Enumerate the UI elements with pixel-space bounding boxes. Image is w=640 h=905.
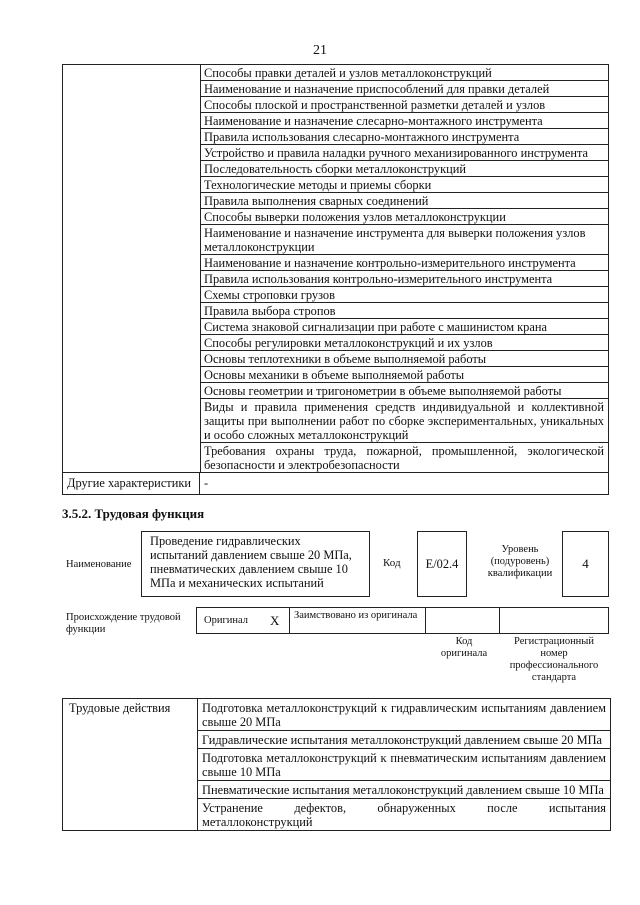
- knowledge-item: Правила использования контрольно-измерительного инструмента: [201, 271, 608, 287]
- knowledge-item: Способы выверки положения узлов металлоконструкции: [201, 209, 608, 225]
- labor-actions-table: [62, 698, 611, 831]
- knowledge-item: Технологические методы и приемы сборки: [201, 177, 608, 193]
- knowledge-item: Система знаковой сигнализации при работе с машинистом крана: [201, 319, 608, 335]
- origin-table: [196, 607, 609, 634]
- knowledge-label-cell: [63, 65, 201, 472]
- knowledge-item: Виды и правила применения средств индивидуальной и коллективной защиты при выполнении работ по сборке экспериментальных, уникальных и особо сложных металлоконструкций: [201, 399, 608, 443]
- knowledge-table-body: [62, 65, 609, 473]
- other-characteristics-label: Другие характеристики: [63, 473, 200, 494]
- knowledge-item: Основы механики в объеме выполняемой работы: [201, 367, 608, 383]
- function-name-box: Проведение гидравлических испытаний давлением свыше 20 МПа, пневматических давлением свыше 10 МПа и механических испытаний: [141, 531, 370, 597]
- function-code-box: E/02.4: [417, 531, 467, 597]
- knowledge-item: Устройство и правила наладки ручного механизированного инструмента: [201, 145, 608, 161]
- knowledge-item: Способы правки деталей и узлов металлоконструкций: [201, 65, 608, 81]
- registration-number-cell: [500, 608, 608, 633]
- knowledge-item: Требования охраны труда, пожарной, промышленной, экологической безопасности и электробезопасности: [204, 444, 604, 472]
- knowledge-item: Правила выбора стропов: [201, 303, 608, 319]
- knowledge-item: Основы теплотехники в объеме выполняемой работы: [201, 351, 608, 367]
- labor-actions-label: Трудовые действия: [63, 699, 198, 830]
- page-number: 21: [313, 43, 327, 58]
- knowledge-list: [201, 65, 608, 472]
- knowledge-item: Способы плоской и пространственной разметки деталей и узлов: [201, 97, 608, 113]
- knowledge-item: Последовательность сборки металлоконструкций: [201, 161, 608, 177]
- labor-action-item: Подготовка металлоконструкций к гидравлическим испытаниям давлением свыше 20 МПа: [198, 699, 610, 731]
- knowledge-item: Правила выполнения сварных соединений: [201, 193, 608, 209]
- knowledge-item: Наименование и назначение инструмента для выверки положения узлов металлоконструкции: [201, 225, 608, 255]
- knowledge-table: [62, 64, 609, 495]
- origin-label: Происхождение трудовой функции: [66, 612, 181, 635]
- labor-action-item: Устранение дефектов, обнаруженных после испытания металлоконструкций: [202, 801, 606, 829]
- registration-number-caption: Регистрационный номер профессионального стандарта: [509, 636, 599, 683]
- original-cell: [197, 608, 290, 633]
- knowledge-item: Наименование и назначение слесарно-монтажного инструмента: [201, 113, 608, 129]
- section-title: 3.5.2. Трудовая функция: [62, 506, 205, 521]
- name-label: Наименование: [66, 559, 132, 570]
- labor-action-item: Подготовка металлоконструкций к пневматическим испытаниям давлением свыше 10 МПа: [198, 749, 610, 781]
- knowledge-item: Правила использования слесарно-монтажного инструмента: [201, 129, 608, 145]
- original-label: Оригинал: [204, 615, 248, 626]
- qualification-level-label: Уровень (подуровень) квалификации: [487, 544, 553, 579]
- knowledge-item: Наименование и назначение контрольно-измерительного инструмента: [201, 255, 608, 271]
- knowledge-item: Основы геометрии и тригонометрии в объеме выполняемой работы: [201, 383, 608, 399]
- labor-action-item: Гидравлические испытания металлоконструкций давлением свыше 20 МПа: [198, 731, 610, 749]
- labor-action-item: Пневматические испытания металлоконструкций давлением свыше 10 МПа: [198, 781, 610, 799]
- original-code-caption: Код оригинала: [440, 636, 488, 659]
- original-mark: X: [270, 613, 280, 628]
- qualification-level-box: 4: [562, 531, 609, 597]
- labor-actions-list: [198, 699, 610, 830]
- original-code-cell: [426, 608, 500, 633]
- code-label: Код: [383, 557, 401, 569]
- other-characteristics-row: [62, 473, 609, 495]
- borrowed-cell: Заимствовано из оригинала: [290, 608, 426, 633]
- knowledge-item: Способы регулировки металлоконструкций и их узлов: [201, 335, 608, 351]
- knowledge-item: Схемы строповки грузов: [201, 287, 608, 303]
- knowledge-item: Наименование и назначение приспособлений для правки деталей: [201, 81, 608, 97]
- other-characteristics-value: -: [204, 476, 209, 490]
